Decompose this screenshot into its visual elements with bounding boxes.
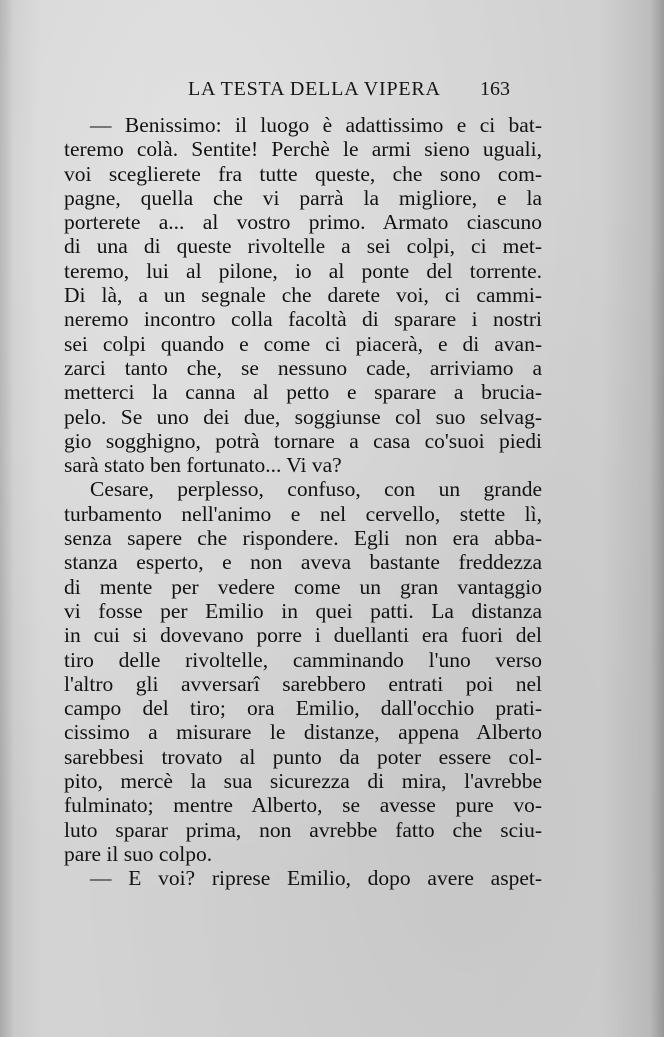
text-line: metterci la canna al petto e sparare a brucia- (64, 380, 542, 405)
running-header (0, 78, 664, 108)
running-title: LA TESTA DELLA VIPERA (188, 78, 441, 100)
page-number: 163 (480, 78, 510, 100)
text-line: di una di queste rivoltelle a sei colpi, ci met- (64, 234, 542, 259)
body-text (64, 113, 542, 891)
text-line: — Benissimo: il luogo è adattissimo e ci bat- (90, 113, 542, 137)
text-line: stanza esperto, e non aveva bastante freddezza (64, 550, 542, 575)
text-line: pelo. Se uno dei due, soggiunse col suo selvag- (64, 404, 542, 429)
text-line: sarebbesi trovato al punto da poter essere col- (64, 744, 542, 769)
text-line: Cesare, perplesso, confuso, con un grande (90, 477, 542, 502)
text-line: sarà stato ben fortunato... Vi va? (64, 453, 342, 478)
text-line: teremo colà. Sentite! Perchè le armi sieno uguali, (64, 137, 542, 162)
text-line: sei colpi quando e come ci piacerà, e di avan- (64, 331, 542, 356)
text-line: in cui si dovevano porre i duellanti era fuori del (64, 623, 542, 648)
text-line: zarci tanto che, se nessuno cade, arriviamo a (64, 355, 542, 380)
text-line: l'altro gli avversarî sarebbero entrati poi nel (64, 671, 542, 696)
text-line: voi sceglierete fra tutte queste, che sono com- (64, 161, 542, 186)
text-line: fulminato; mentre Alberto, se avesse pure vo- (64, 793, 542, 818)
text-line: gio sogghigno, potrà tornare a casa co'suoi piedi (64, 428, 542, 453)
text-line: pagne, quella che vi parrà la migliore, e la (64, 185, 542, 210)
text-line: senza sapere che rispondere. Egli non era abba- (64, 526, 542, 551)
text-line: pito, mercè la sua sicurezza di mira, l'avrebbe (64, 769, 542, 794)
text-line: teremo, lui al pilone, io al ponte del torrente. (64, 258, 542, 283)
text-line: Di là, a un segnale che darete voi, ci cammi- (64, 283, 542, 308)
text-line: campo del tiro; ora Emilio, dall'occhio prati- (64, 696, 542, 721)
text-line: vi fosse per Emilio in quei patti. La distanza (64, 598, 542, 623)
text-line: di mente per vedere come un gran vantaggio (64, 574, 542, 599)
text-line: pare il suo colpo. (64, 841, 213, 866)
text-line: porterete a... al vostro primo. Armato ciascuno (64, 210, 542, 235)
text-line: neremo incontro colla facoltà di sparare i nostri (64, 307, 542, 332)
text-line: tiro delle rivoltelle, camminando l'uno verso (64, 647, 542, 672)
text-line: turbamento nell'animo e nel cervello, stette lì, (64, 501, 542, 526)
text-line: — E voi? riprese Emilio, dopo avere aspet- (90, 866, 542, 891)
text-line: cissimo a misurare le distanze, appena Alberto (64, 720, 542, 745)
text-line: luto sparar prima, non avrebbe fatto che sciu- (64, 817, 542, 842)
